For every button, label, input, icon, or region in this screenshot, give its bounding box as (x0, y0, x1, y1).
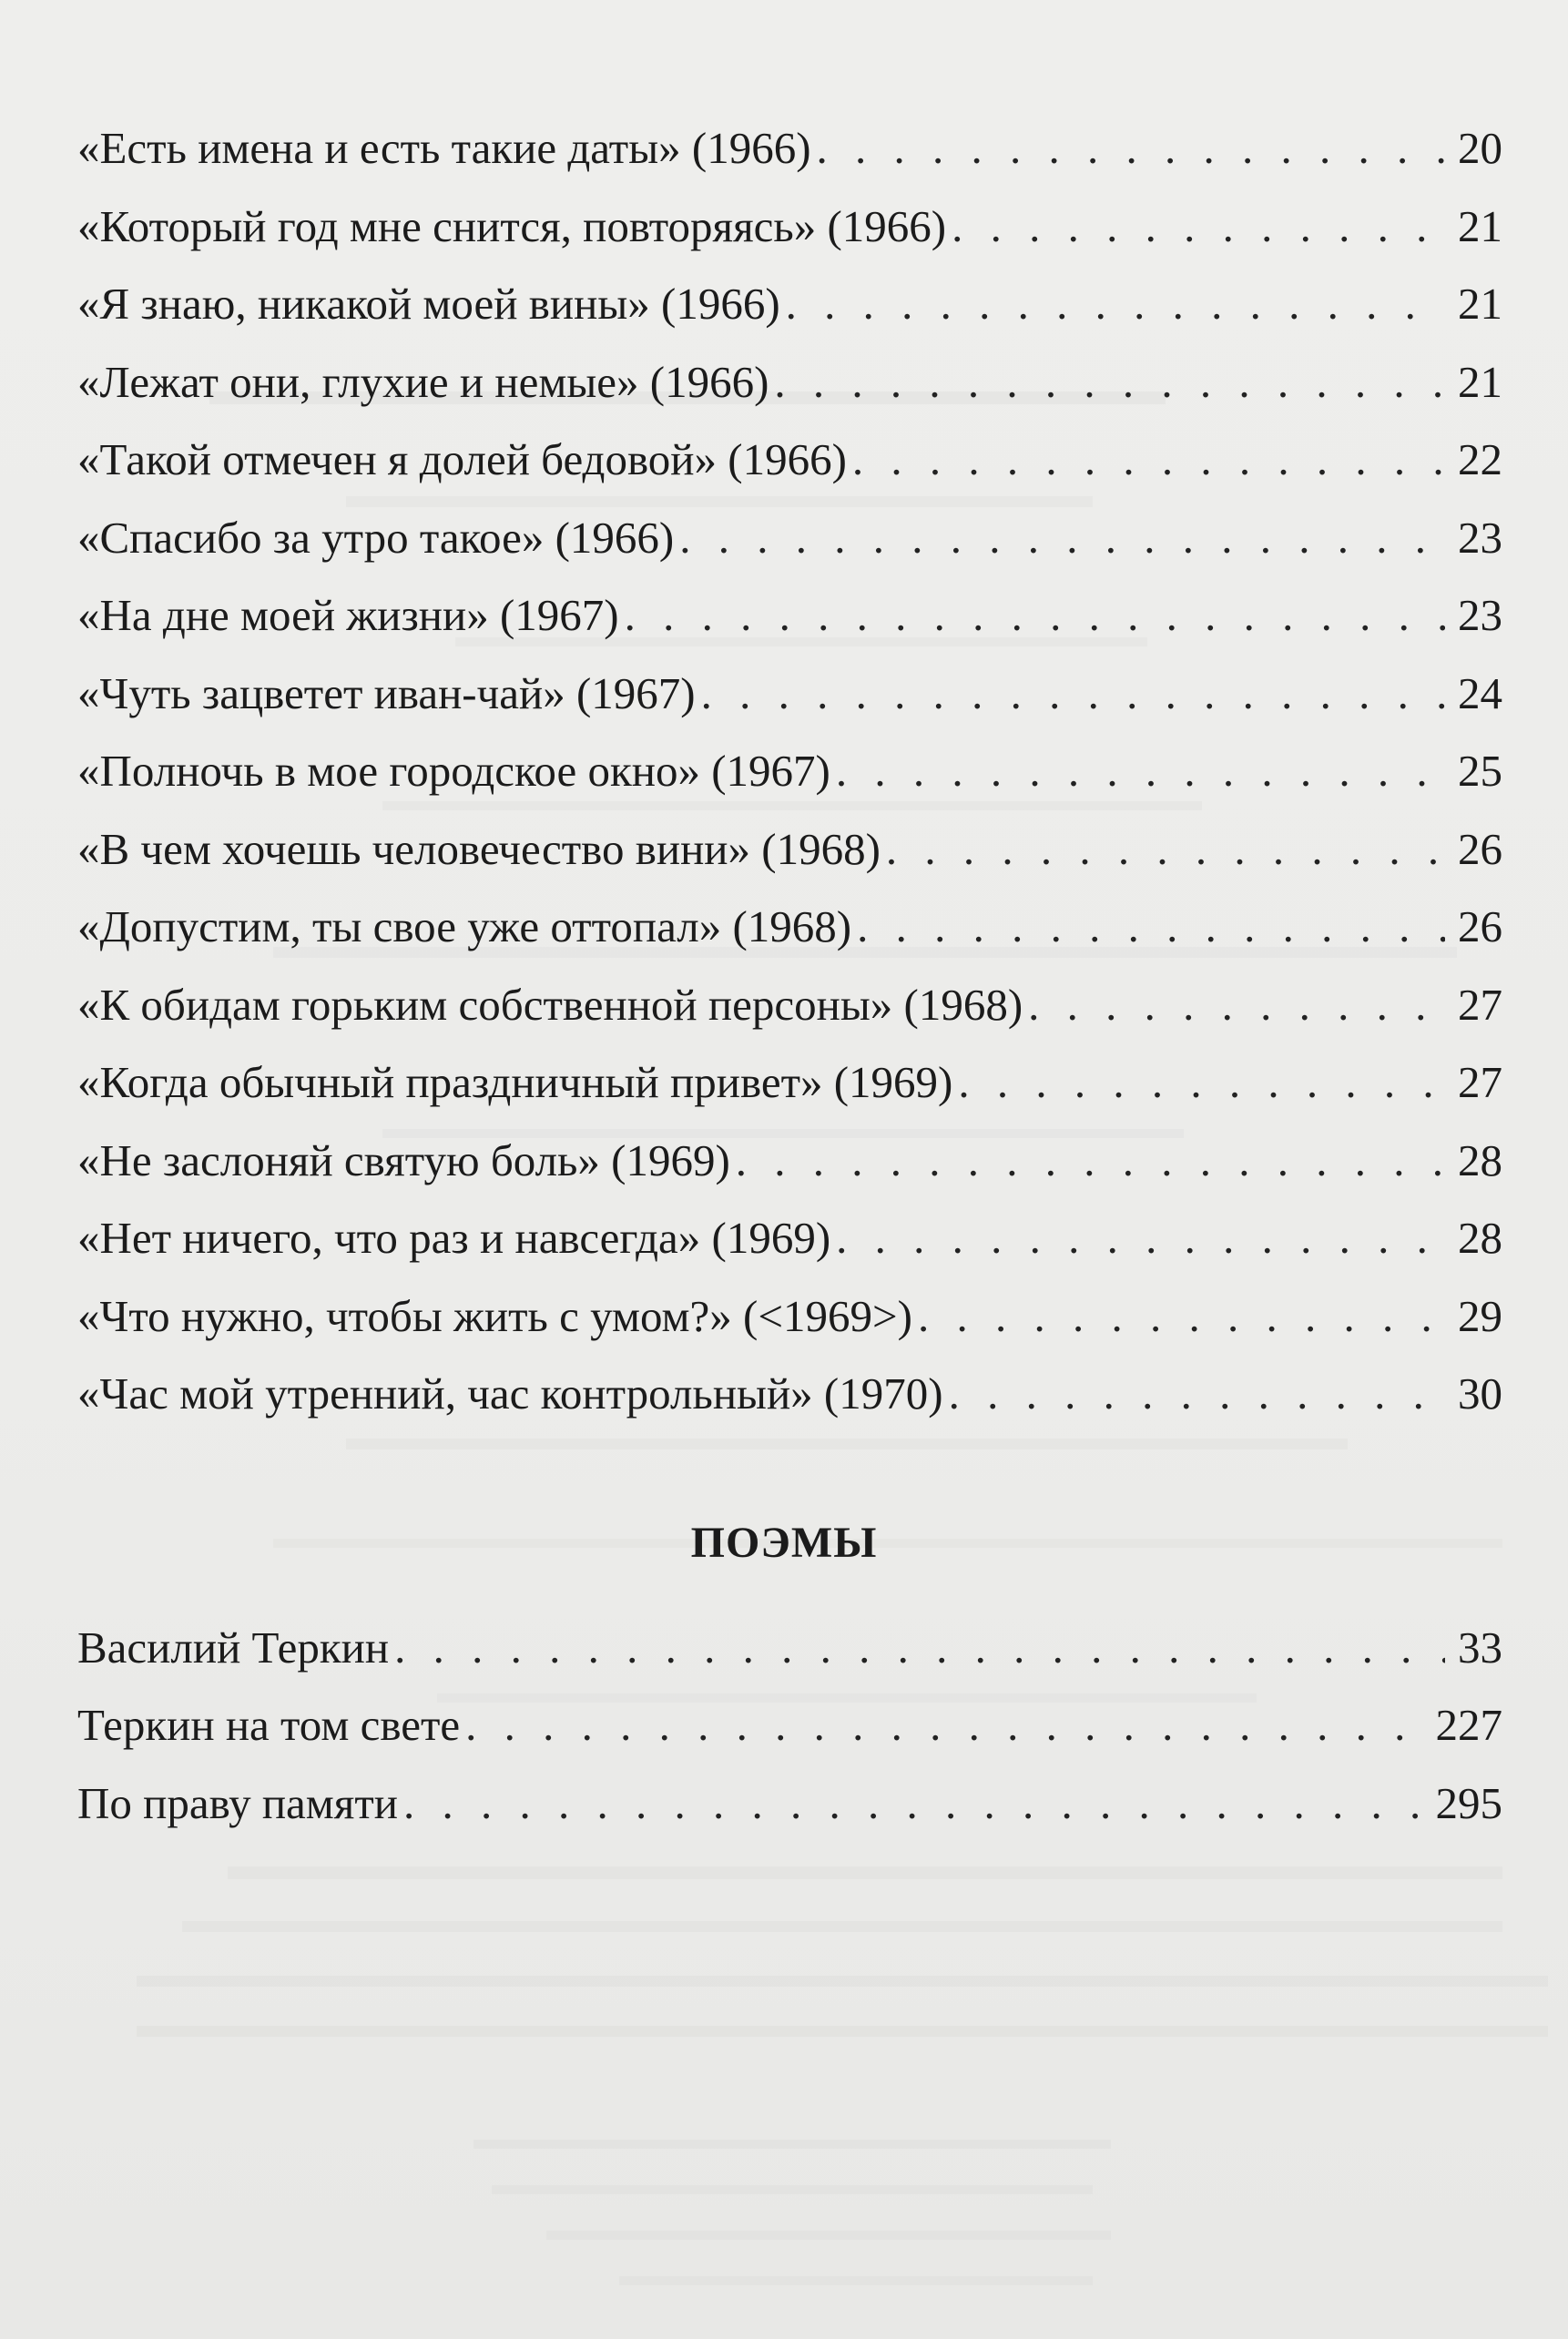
dot-leader (817, 117, 1445, 180)
entry-page-number: 227 (1435, 1700, 1502, 1750)
entry-page-number: 30 (1458, 1368, 1502, 1419)
entry-title: «Что нужно, чтобы жить с умом?» (<1969>) (77, 1291, 912, 1341)
entry-page-number: 27 (1458, 980, 1502, 1030)
dot-leader (701, 662, 1445, 726)
entry-title: «Час мой утренний, час контрольный» (1970) (77, 1368, 943, 1419)
toc-entry (77, 1772, 1502, 1836)
dot-leader (465, 1693, 1422, 1757)
dot-leader (679, 506, 1445, 570)
dot-leader (736, 1129, 1445, 1193)
entry-title: «Я знаю, никакой моей вины» (1966) (77, 279, 780, 329)
entry-title: «На дне моей жизни» (1967) (77, 590, 619, 640)
entry-title: «В чем хочешь человечество вини» (1968) (77, 824, 881, 874)
entry-page-number: 21 (1458, 357, 1502, 407)
dot-leader (403, 1772, 1423, 1836)
dot-leader (918, 1285, 1445, 1348)
entry-title: «Допустим, ты свое уже оттопал» (1968) (77, 901, 852, 951)
toc-entry (77, 818, 1502, 881)
toc-entry (77, 428, 1502, 492)
entry-page-number: 295 (1435, 1778, 1502, 1828)
entry-title: «Спасибо за утро такое» (1966) (77, 513, 675, 563)
toc-entry (77, 117, 1502, 180)
dot-leader (852, 428, 1445, 492)
section-heading: ПОЭМЫ (690, 1519, 878, 1567)
entry-page-number: 28 (1458, 1213, 1502, 1263)
toc-entry (77, 1693, 1502, 1757)
dot-leader (394, 1616, 1445, 1680)
dot-leader (836, 1206, 1445, 1270)
entry-page-number: 26 (1458, 824, 1502, 874)
toc-entry (77, 739, 1502, 803)
entry-title: «Есть имена и есть такие даты» (1966) (77, 123, 811, 173)
toc-entry (77, 1285, 1502, 1348)
entry-page-number: 24 (1458, 668, 1502, 718)
entry-title: «Который год мне снится, повторяясь» (1966) (77, 201, 947, 251)
entry-page-number: 21 (1458, 279, 1502, 329)
toc-entry (77, 973, 1502, 1037)
toc-entry (77, 1616, 1502, 1680)
entry-title: «Лежат они, глухие и немые» (1966) (77, 357, 769, 407)
entry-title: По праву памяти (77, 1778, 398, 1828)
dot-leader (836, 739, 1445, 803)
dot-leader (774, 351, 1445, 414)
dot-leader (857, 895, 1445, 959)
entry-title: Теркин на том свете (77, 1700, 461, 1750)
entry-page-number: 23 (1458, 513, 1502, 563)
entry-title: «Чуть зацветет иван-чай» (1967) (77, 668, 696, 718)
entry-page-number: 28 (1458, 1135, 1502, 1185)
entry-page-number: 33 (1458, 1622, 1502, 1673)
entry-page-number: 27 (1458, 1057, 1502, 1107)
entry-page-number: 22 (1458, 434, 1502, 484)
entry-title: «Когда обычный праздничный привет» (1969) (77, 1057, 953, 1107)
dot-leader (952, 195, 1445, 259)
toc-entry (77, 195, 1502, 259)
entry-title: Василий Теркин (77, 1622, 390, 1673)
toc-entry (77, 351, 1502, 414)
entry-page-number: 21 (1458, 201, 1502, 251)
entry-page-number: 29 (1458, 1291, 1502, 1341)
dot-leader (958, 1051, 1445, 1114)
dot-leader (625, 584, 1445, 647)
toc-entry (77, 584, 1502, 647)
entry-page-number: 20 (1458, 123, 1502, 173)
entry-page-number: 23 (1458, 590, 1502, 640)
toc-entry (77, 506, 1502, 570)
entry-page-number: 26 (1458, 901, 1502, 951)
toc-entry (77, 1362, 1502, 1426)
entry-title: «К обидам горьким собственной персоны» (1968) (77, 980, 1023, 1030)
entry-title: «Не заслоняй святую боль» (1969) (77, 1135, 730, 1185)
entry-title: «Такой отмечен я долей бедовой» (1966) (77, 434, 847, 484)
entry-page-number: 25 (1458, 746, 1502, 796)
dot-leader (786, 272, 1445, 336)
toc-entry (77, 272, 1502, 336)
toc-entry (77, 662, 1502, 726)
entry-title: «Полночь в мое городское окно» (1967) (77, 746, 830, 796)
toc-entry (77, 1206, 1502, 1270)
entry-title: «Нет ничего, что раз и навсегда» (1969) (77, 1213, 831, 1263)
dot-leader (949, 1362, 1445, 1426)
dot-leader (1028, 973, 1445, 1037)
toc-entry (77, 1129, 1502, 1193)
dot-leader (886, 818, 1445, 881)
toc-entry (77, 895, 1502, 959)
toc-entry (77, 1051, 1502, 1114)
